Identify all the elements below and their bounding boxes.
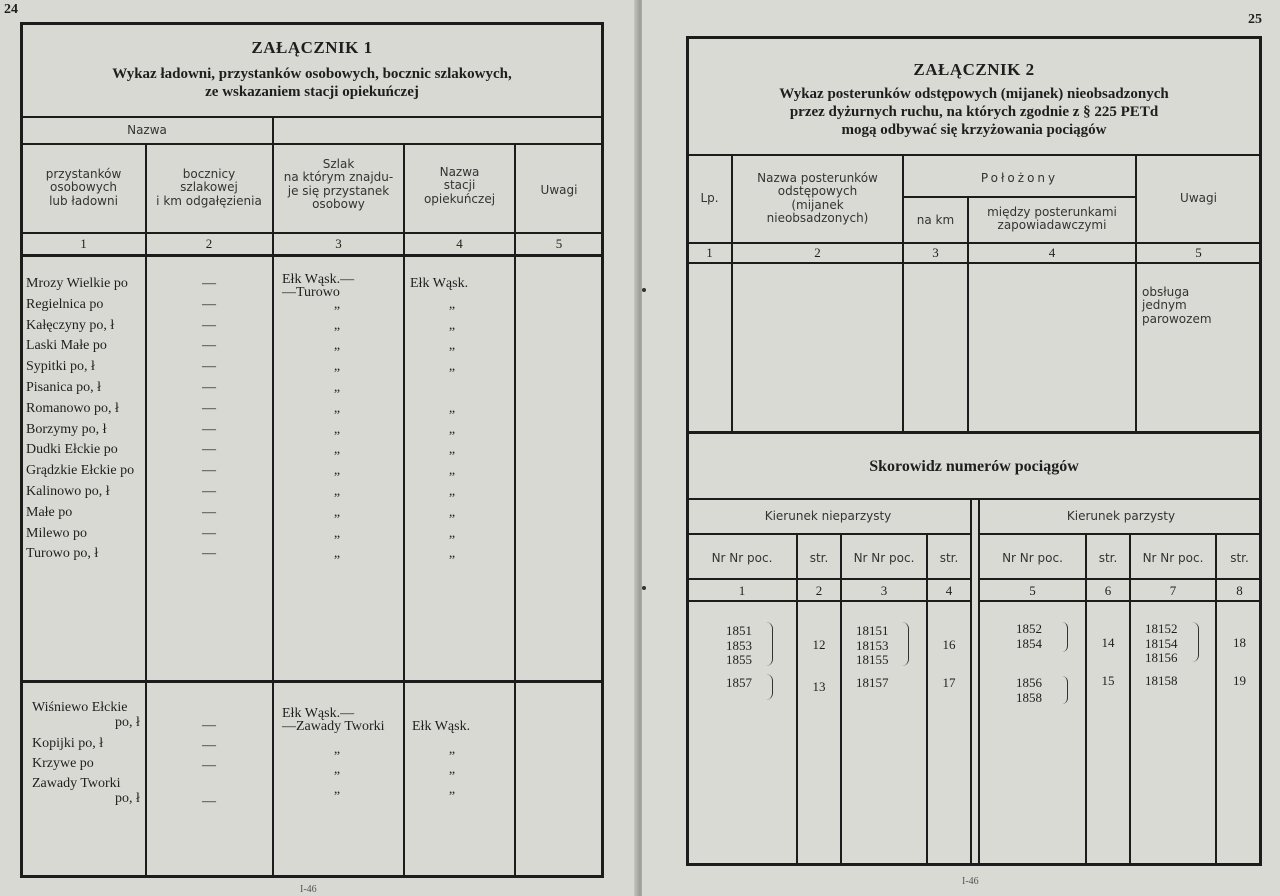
row-stacja: „	[448, 782, 456, 797]
header-lp: Lp.	[700, 191, 719, 205]
row-bocznica: —	[202, 504, 216, 520]
row-stacja: „	[448, 762, 456, 777]
row-stacja: „	[448, 742, 456, 757]
group-header-nazwa: Nazwa	[127, 123, 167, 137]
row-bocznica: —	[202, 317, 216, 333]
rule	[686, 242, 1262, 244]
row-bocznica: —	[202, 525, 216, 541]
row-stacja: „	[448, 359, 456, 375]
rule	[1215, 533, 1217, 864]
row-bocznica: —	[202, 421, 216, 437]
annex2-subtitle-line1: Wykaz posterunków odstępowych (mijanek) nieobsadzonych	[779, 86, 1169, 102]
rule	[902, 196, 1135, 198]
row-stacja: „	[448, 463, 456, 479]
header-polozony: Położony	[980, 171, 1059, 185]
annex1-subtitle-line1: Wykaz ładowni, przystanków osobowych, bocznic szlakowych,	[112, 66, 512, 82]
row-szlak: „	[333, 504, 341, 520]
train-numbers: 1852 1854	[1016, 621, 1042, 651]
page-ref: 18	[1233, 635, 1246, 650]
header-nazwa-posterunkow: Nazwa posterunków odstępowych (mijanek nieobsadzonych)	[757, 171, 878, 226]
rule	[1085, 533, 1087, 864]
row-name: Mrozy Wielkie po	[26, 276, 128, 291]
col-number: 2	[814, 245, 821, 260]
brace	[1192, 622, 1199, 662]
page-ref: 13	[812, 679, 826, 694]
rule	[980, 533, 1262, 535]
row-stacja: „	[448, 442, 456, 458]
col-number: 3	[880, 583, 888, 598]
header-stacja: Nazwa stacji opiekuńczej	[423, 165, 496, 206]
page-ref: 14	[1101, 635, 1115, 650]
index-header: str.	[1098, 551, 1118, 565]
row-stacja: „	[448, 525, 456, 541]
brace	[766, 674, 773, 700]
row-name: Pisanica po, ł	[26, 380, 102, 395]
page-ref: 16	[942, 637, 956, 652]
rule	[403, 143, 405, 876]
right-page	[642, 0, 1280, 896]
row-szlak: „	[333, 484, 341, 499]
col-number: 2	[815, 583, 823, 598]
row-name: Krzywe po	[32, 756, 94, 771]
rule	[1129, 533, 1131, 864]
rule	[20, 680, 604, 683]
rule	[796, 533, 798, 864]
index-header: Nr Nr poc.	[1002, 551, 1063, 565]
row-stacja: „	[448, 421, 456, 437]
train-numbers: 1851 1853 1855	[726, 623, 752, 668]
row-szlak: Ełk Wąsk.—	[282, 706, 355, 721]
row-name: Małe po	[26, 504, 73, 520]
rule	[686, 154, 1262, 156]
col-number: 1	[80, 236, 87, 251]
row-stacja: „	[448, 504, 456, 520]
row-szlak: „	[333, 421, 341, 437]
row-bocznica: —	[202, 359, 216, 375]
rule	[20, 116, 604, 118]
row-name: Laski Małe po	[26, 338, 107, 354]
rule	[980, 600, 1262, 602]
rule	[20, 143, 604, 145]
rule	[20, 232, 604, 234]
row-stacja: „	[448, 484, 456, 499]
header-uwagi: Uwagi	[540, 183, 578, 197]
col-number: 6	[1104, 583, 1112, 598]
row-szlak: „	[333, 546, 341, 562]
row-szlak: „	[333, 317, 341, 333]
row-name: Dudki Ełckie po	[26, 442, 118, 458]
rule	[902, 154, 904, 432]
index-header: str.	[809, 551, 829, 565]
col-number: 5	[1195, 245, 1202, 260]
row-bocznica: —	[202, 484, 216, 499]
staple-hole	[642, 288, 646, 292]
brace	[902, 622, 909, 666]
row-name: Zawady Tworki	[32, 776, 121, 791]
row-szlak: „	[333, 400, 341, 416]
train-numbers: 18158	[1145, 673, 1178, 688]
col-number: 4	[456, 236, 463, 251]
page-ref: 15	[1101, 673, 1115, 688]
train-numbers: 1856 1858	[1016, 675, 1042, 705]
row-bocznica: —	[202, 718, 216, 733]
footer-right: I-46	[962, 876, 979, 887]
row-bocznica: —	[202, 463, 216, 479]
row-stacja: Ełk Wąsk.	[410, 276, 469, 291]
row-name: Grądzkie Ełckie po	[26, 463, 135, 479]
rule	[970, 500, 972, 864]
annex1-subtitle-line2: ze wskazaniem stacji opiekuńczej	[205, 84, 419, 100]
row-szlak: „	[333, 338, 341, 354]
page-ref: 19	[1233, 673, 1246, 688]
col-number: 5	[555, 236, 563, 251]
row-szlak: „	[333, 742, 341, 757]
col-number: 3	[335, 236, 342, 251]
row-name-line2: po, ł	[115, 715, 140, 730]
brace	[1062, 676, 1068, 704]
page-number-right: 25	[1248, 12, 1262, 27]
row-name: Kopijki po, ł	[32, 736, 104, 751]
rule	[686, 262, 1262, 264]
brace	[1062, 622, 1068, 652]
page-ref: 17	[942, 675, 956, 690]
row-stacja: „	[448, 296, 456, 312]
row-name: Wiśniewo Ełckie	[32, 700, 128, 715]
row-szlak: Ełk Wąsk.—	[282, 272, 355, 287]
header-na-km: na km	[916, 213, 955, 227]
row-stacja: „	[448, 546, 456, 562]
row-bocznica: —	[202, 758, 216, 773]
row-name: Milewo po	[26, 525, 88, 541]
rule	[980, 578, 1262, 580]
row-name: Kałęczyny po, ł	[26, 317, 115, 333]
left-page	[0, 0, 638, 896]
col-number: 1	[738, 583, 746, 598]
col-number: 4	[1048, 245, 1056, 260]
index-header: Nr Nr poc.	[711, 551, 773, 565]
rule	[840, 533, 842, 864]
row-name: Borzymy po, ł	[26, 421, 107, 437]
page-number-left: 24	[4, 2, 18, 17]
rule	[20, 254, 604, 257]
col-number: 2	[205, 236, 213, 251]
staple-hole	[642, 586, 646, 590]
col-number: 3	[932, 245, 939, 260]
row-szlak: „	[333, 359, 341, 375]
row-stacja: „	[448, 400, 456, 416]
col-number: 5	[1029, 583, 1036, 598]
row-name: Regielnica po	[26, 296, 104, 312]
direction-even: Kierunek parzysty	[1066, 509, 1176, 523]
footer-left: I-46	[300, 884, 317, 895]
row-bocznica: —	[202, 400, 216, 416]
row-bocznica: —	[202, 296, 216, 312]
col-number: 7	[1169, 583, 1177, 598]
row-bocznica: —	[202, 738, 216, 753]
annex2-title: ZAŁĄCZNIK 2	[913, 60, 1035, 79]
col-number: 4	[945, 583, 953, 598]
rule	[686, 431, 1262, 434]
row-szlak: „	[333, 442, 341, 458]
train-numbers: 18151 18153 18155	[856, 623, 889, 668]
header-uwagi-2: Uwagi	[1180, 191, 1217, 205]
row-bocznica: —	[202, 546, 216, 562]
train-numbers: 18152 18154 18156	[1145, 621, 1178, 666]
row-szlak: „	[333, 762, 341, 777]
train-numbers: 1857	[726, 675, 752, 690]
index-header: str.	[1230, 551, 1249, 565]
row-szlak: „	[333, 296, 341, 312]
annex2-frame	[686, 36, 1262, 866]
index-header: Nr Nr poc.	[853, 551, 915, 565]
row-szlak: „	[333, 782, 341, 797]
row-szlak: „	[333, 380, 341, 395]
train-numbers: 18157	[856, 675, 889, 690]
annex2-subtitle-line3: mogą odbywać się krzyżowania pociągów	[841, 122, 1107, 138]
row-szlak-line2: —Zawady Tworki	[282, 719, 385, 734]
row-bocznica: —	[202, 442, 216, 458]
direction-odd: Kierunek nieparzysty	[764, 509, 892, 523]
row-name: Romanowo po, ł	[26, 400, 119, 416]
row-bocznica: —	[202, 794, 216, 809]
row-szlak-line2: —Turowo	[282, 285, 340, 300]
header-przystankow: przystanków osobowych lub ładowni	[45, 167, 122, 208]
rule	[686, 498, 1262, 500]
header-bocznicy: bocznicy szlakowej i km odgałęzienia	[156, 167, 262, 208]
row-bocznica: —	[202, 276, 216, 291]
row-name: Kalinowo po, ł	[26, 484, 110, 499]
page-ref: 12	[812, 637, 826, 652]
uwagi-note: obsługa jednym parowozem	[1142, 285, 1212, 326]
col-number: 8	[1236, 583, 1243, 598]
index-header: str.	[939, 551, 959, 565]
row-name: Sypitki po, ł	[26, 359, 95, 375]
row-name-line2: po, ł	[115, 791, 140, 806]
index-header: Nr Nr poc.	[1142, 551, 1204, 565]
annex2-subtitle-line2: przez dyżurnych ruchu, na których zgodnie z § 225 PETd	[789, 104, 1159, 120]
annex1-title: ZAŁĄCZNIK 1	[251, 38, 373, 57]
col-number: 1	[706, 245, 713, 260]
row-stacja: „	[448, 338, 456, 354]
brace	[766, 622, 773, 666]
row-stacja: „	[448, 317, 456, 333]
rule	[272, 116, 274, 876]
header-szlak: Szlak na którym znajdu- je się przystanek osobowy	[283, 157, 394, 212]
row-bocznica: —	[202, 338, 216, 354]
row-name: Turowo po, ł	[26, 546, 99, 562]
header-miedzy: między posterunkami zapowiadawczymi	[987, 205, 1117, 233]
row-bocznica: —	[202, 380, 216, 395]
index-title: Skorowidz numerów pociągów	[869, 458, 1079, 475]
row-szlak: „	[333, 525, 341, 541]
row-szlak: „	[333, 463, 341, 479]
rule	[926, 533, 928, 864]
row-stacja: Ełk Wąsk.	[412, 719, 471, 734]
rule	[514, 143, 516, 876]
